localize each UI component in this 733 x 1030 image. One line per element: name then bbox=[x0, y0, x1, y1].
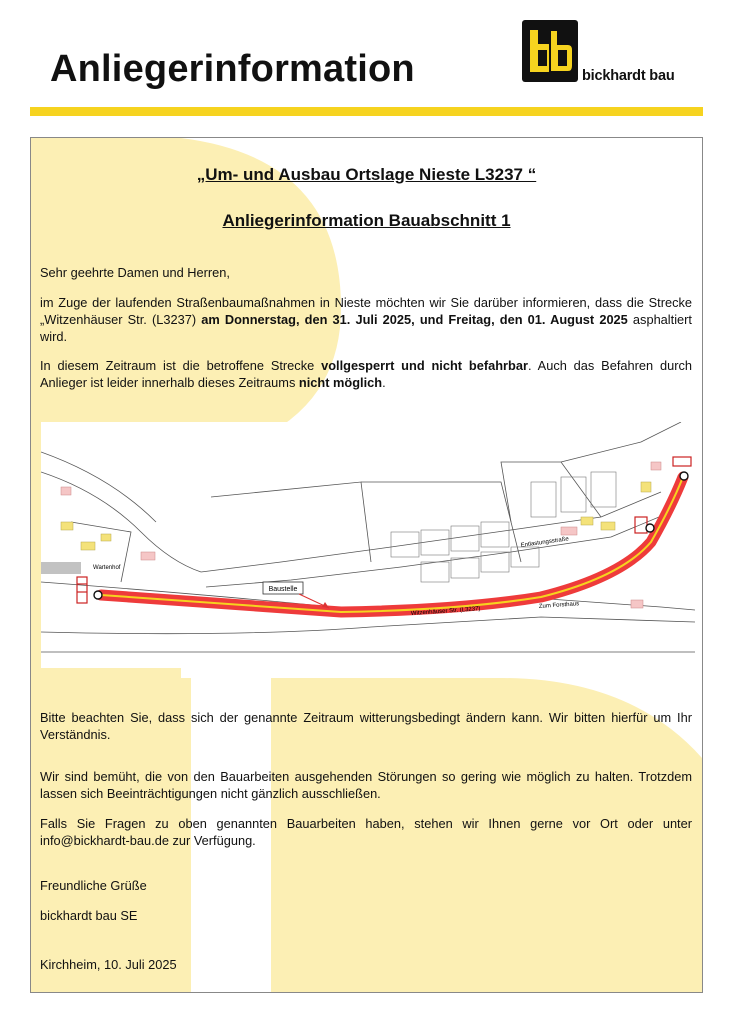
site-map bbox=[41, 422, 695, 668]
construction-label: Baustelle bbox=[268, 586, 298, 593]
text-span: . bbox=[382, 375, 386, 390]
text-span: im Zuge der laufenden Straßenbaumaßnahmen in Nieste möchten wir Sie darüber informieren, dass die Strecke „Witzenhäuser Str. (L3237) bbox=[40, 295, 692, 327]
paragraph-schedule bbox=[40, 294, 692, 345]
salutation: Sehr geehrte Damen und Herren, bbox=[40, 265, 230, 280]
paragraph-closure bbox=[40, 357, 692, 391]
text-span: . Auch das Befahren durch Anlieger ist leider innerhalb dieses Zeitraums bbox=[40, 358, 692, 390]
street-label-east: Zum Forsthaus bbox=[538, 601, 580, 610]
logo-mark bbox=[522, 20, 578, 82]
closure-emphasis: vollgesperrt und nicht befahrbar bbox=[321, 358, 528, 373]
logo-bb-icon bbox=[522, 20, 578, 82]
text-span: asphaltiert wird. bbox=[40, 312, 692, 344]
notice-heading: „Um- und Ausbau Ortslage Nieste L3237 “ bbox=[196, 165, 537, 184]
company-logo bbox=[522, 20, 702, 90]
paragraph-disturbance: Wir sind bemüht, die von den Bauarbeiten ausgehenden Störungen so gering wie möglich zu halten. Trotzdem lassen sich Beeinträchtigungen nicht gänzlich ausschließen. bbox=[40, 769, 692, 801]
signature: bickhardt bau SE bbox=[40, 908, 138, 923]
section-start-marker bbox=[94, 591, 102, 599]
logo-wordmark: bickhardt bau bbox=[582, 68, 675, 84]
street-label-main: Witzenhäuser Str. (L3237) bbox=[410, 606, 481, 617]
site-map-drawing bbox=[41, 422, 695, 668]
section-end-marker bbox=[680, 472, 688, 480]
place-date: Kirchheim, 10. Juli 2025 bbox=[40, 957, 177, 972]
street-label-west: Wartenhof bbox=[93, 565, 121, 571]
paragraph-weather: Bitte beachten Sie, dass sich der genannte Zeitraum witterungsbedingt ändern kann. Wir bitten hierfür um Ihr Verständnis. bbox=[40, 710, 692, 742]
schedule-dates: am Donnerstag, den 31. Juli 2025, und Freitag, den 01. August 2025 bbox=[201, 312, 628, 327]
street-label-north: Entlastungsstraße bbox=[520, 536, 570, 549]
page-title: Anliegerinformation bbox=[50, 48, 415, 90]
paragraph-contact: Falls Sie Fragen zu oben genannten Bauarbeiten haben, stehen wir Ihnen gerne vor Ort oder unter info@bickhardt-bau.de zur Verfügung. bbox=[40, 816, 692, 848]
notice-subheading: Anliegerinformation Bauabschnitt 1 bbox=[222, 211, 511, 230]
access-emphasis: nicht möglich bbox=[298, 375, 383, 390]
text-span: In diesem Zeitraum ist die betroffene Strecke bbox=[40, 358, 322, 373]
closing: Freundliche Grüße bbox=[40, 878, 147, 893]
header-accent-bar bbox=[30, 107, 703, 116]
notice-frame bbox=[30, 137, 703, 993]
notice-content bbox=[31, 138, 702, 992]
section-marker-east bbox=[646, 524, 654, 532]
